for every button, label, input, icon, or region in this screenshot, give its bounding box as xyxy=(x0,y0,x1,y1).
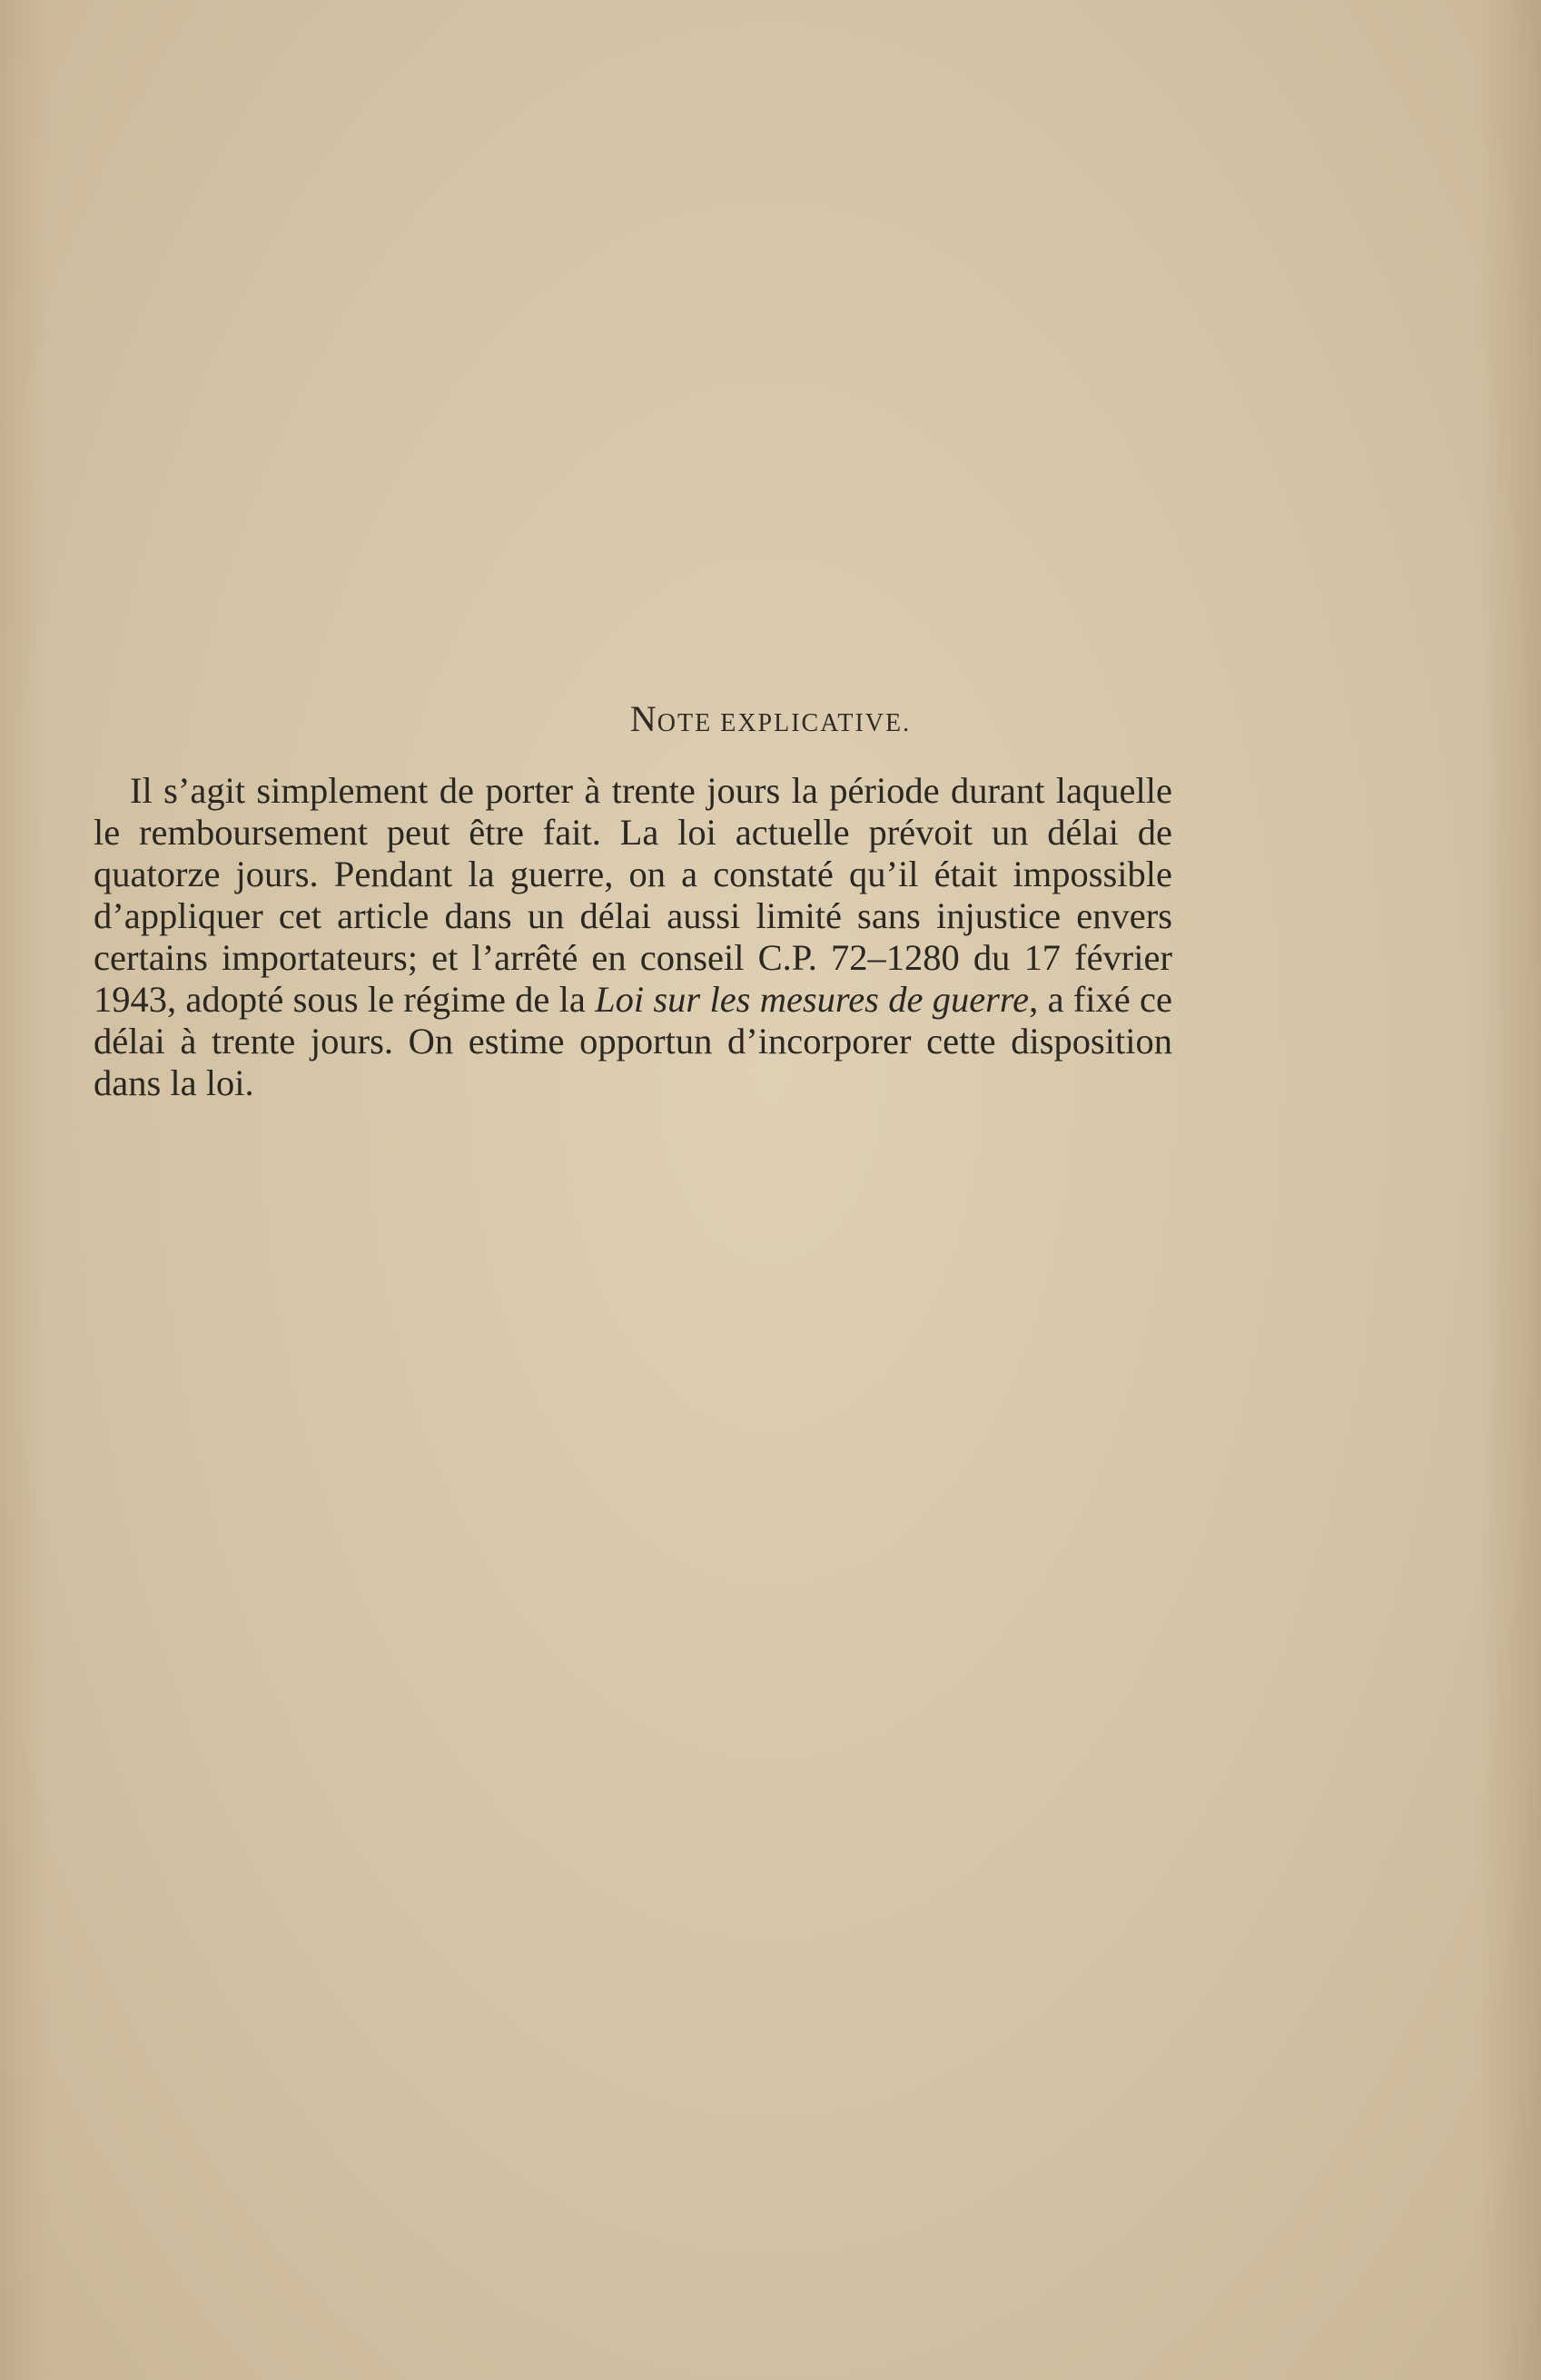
paragraph-text-1: Il s’agit simplement de porter à trente jours la période durant laquelle le remboursement peut être fait. La loi actuelle prévoit un délai de quatorze jours. Pendant la guerre, on a constaté qu’il était impossible d’appliquer cet article dans un délai aussi limité sans injustice envers certains importateurs; et l’arrêté en conseil C.P. 72–1280 du 17 février 1943, adopté sous le régime de la xyxy=(94,770,1172,1020)
law-title-italic: Loi sur les mesures de guerre xyxy=(595,979,1030,1020)
note-heading xyxy=(0,697,1541,740)
heading-smallcaps-1: OTE xyxy=(657,709,721,737)
note-paragraph xyxy=(94,770,1172,1104)
paragraph-text-2: , a fixé ce délai à trente jours. On estime opportun d’incorporer cette disposition dans la loi. xyxy=(94,979,1172,1103)
heading-smallcaps-2: EXPLICATIVE. xyxy=(720,709,912,737)
note-body xyxy=(94,770,1172,1104)
heading-initial: N xyxy=(629,698,657,739)
